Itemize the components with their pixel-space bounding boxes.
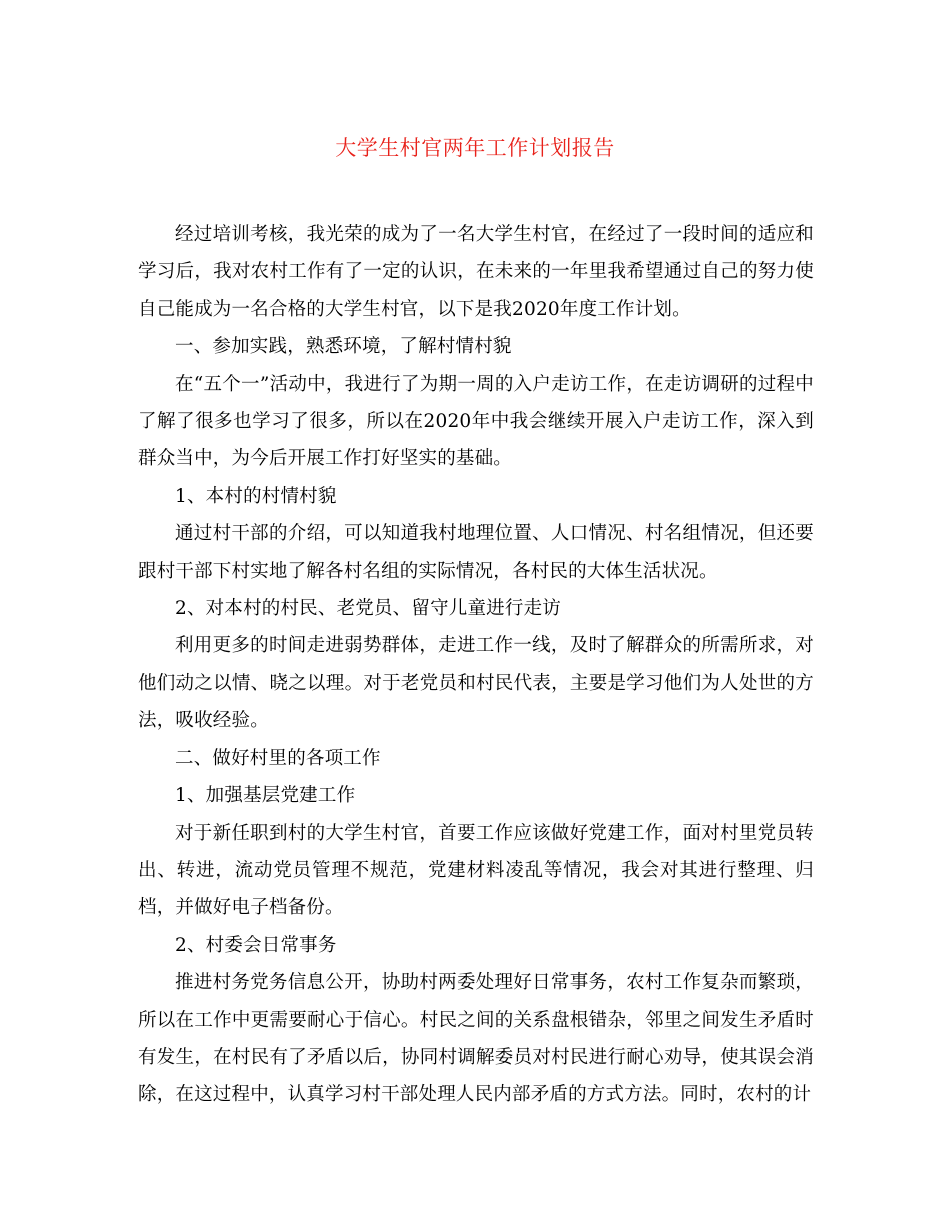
document-body xyxy=(138,216,814,1114)
paragraph-village-situation: 通过村干部的介绍，可以知道我村地理位置、人口情况、村名组情况，但还要跟村干部下村实地了解各村名组的实际情况，各村民的大体生活状况。 xyxy=(138,523,814,582)
document-title: 大学生村官两年工作计划报告 xyxy=(335,136,615,160)
paragraph-daily-affairs: 推进村务党务信息公开，协助村两委处理好日常事务，农村工作复杂而繁琐，所以在工作中更需要耐心于信心。村民之间的关系盘根错杂，邻里之间发生矛盾时有发生，在村民有了矛盾以后，协同村调解委员对村民进行耐心劝导，使其误会消除，在这过程中，认真学习村干部处理人民内部矛盾的方式方法。同时，农村的计 xyxy=(138,972,814,1106)
heading-section-2: 二、做好村里的各项工作 xyxy=(175,747,381,769)
paragraph-party-building: 对于新任职到村的大学生村官，首要工作应该做好党建工作，面对村里党员转出、转进，流动党员管理不规范，党建材料凌乱等情况，我会对其进行整理、归档，并做好电子档备份。 xyxy=(138,822,814,919)
subheading-daily-affairs: 2、村委会日常事务 xyxy=(175,934,337,956)
subheading-village-situation: 1、本村的村情村貌 xyxy=(175,485,337,507)
subheading-visits: 2、对本村的村民、老党员、留守儿童进行走访 xyxy=(175,598,561,620)
paragraph-five-one-activity: 在“五个一”活动中，我进行了为期一周的入户走访工作，在走访调研的过程中了解了很多也学习了很多，所以在2020年中我会继续开展入户走访工作，深入到群众当中，为今后开展工作打好坚实的基础。 xyxy=(138,373,814,470)
paragraph-visits: 利用更多的时间走进弱势群体，走进工作一线，及时了解群众的所需所求，对他们动之以情、晓之以理。对于老党员和村民代表，主要是学习他们为人处世的方法，吸收经验。 xyxy=(138,635,814,732)
heading-section-1: 一、参加实践，熟悉环境，了解村情村貌 xyxy=(175,336,512,358)
subheading-party-building: 1、加强基层党建工作 xyxy=(175,785,356,807)
paragraph-intro: 经过培训考核，我光荣的成为了一名大学生村官，在经过了一段时间的适应和学习后，我对农村工作有了一定的认识，在未来的一年里我希望通过自己的努力使自己能成为一名合格的大学生村官，以下是我2020年度工作计划。 xyxy=(138,224,814,320)
